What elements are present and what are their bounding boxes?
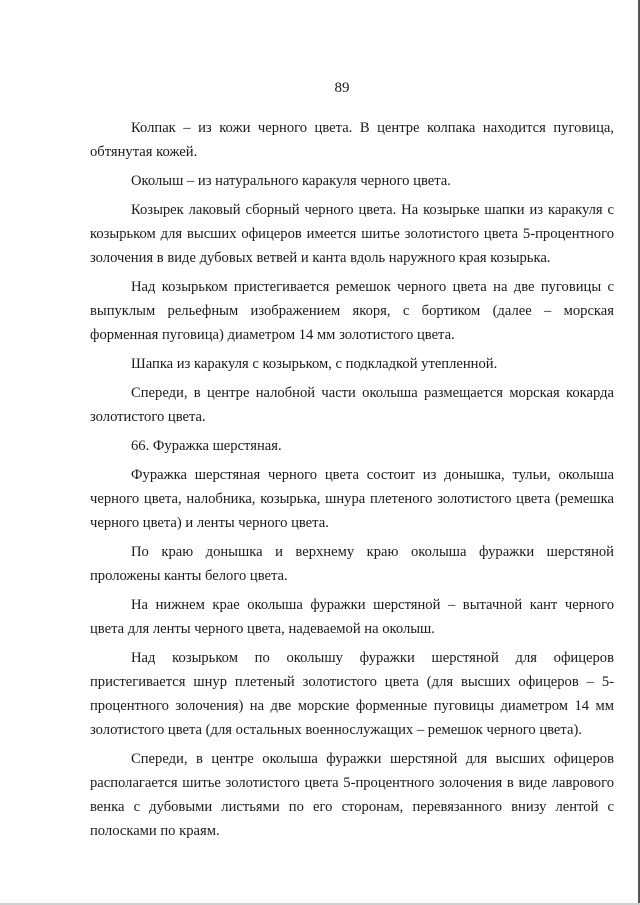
paragraph-kokarda: Спереди, в центре налобной части околыша размещается морская кокарда золотистого цвета.: [90, 385, 614, 425]
paragraph-remeshok: Над козырьком пристегивается ремешок черного цвета на две пуговицы с выпуклым рельефным изображением якоря, с бортиком (далее – морская форменная пуговица) диаметром 14 мм золотистого цвета.: [90, 279, 614, 343]
section-heading-66: 66. Фуражка шерстяная.: [131, 438, 282, 454]
paragraph-kanty: По краю донышка и верхнему краю околыша фуражки шерстяной проложены канты белого цвета.: [90, 544, 614, 584]
paragraph-furazhka: Фуражка шерстяная черного цвета состоит из донышка, тульи, околыша черного цвета, налобника, козырька, шнура плетеного золотистого цвета (ремешка черного цвета) и ленты черного цвета.: [90, 467, 614, 531]
paragraph-vytachnoy-kant: На нижнем крае околыша фуражки шерстяной – вытачной кант черного цвета для ленты черного цвета, надеваемой на околыш.: [90, 597, 614, 637]
paragraph-kolpak: Колпак – из кожи черного цвета. В центре колпака находится пуговица, обтянутая кожей.: [90, 120, 614, 160]
paragraph-kozyrek: Козырек лаковый сборный черного цвета. На козырьке шапки из каракуля с козырьком для высших офицеров имеется шитье золотистого цвета 5-процентного золочения в виде дубовых ветвей и канта вдоль наружного края козырька.: [90, 202, 614, 266]
document-body: [90, 116, 614, 848]
paragraph-shitye: Спереди, в центре околыша фуражки шерстяной для высших офицеров располагается шитье золотистого цвета 5-процентного золочения в виде лаврового венка с дубовыми листьями по его сторонам, перевязанного внизу лентой с полосками по краям.: [90, 751, 614, 839]
paragraph-okolysh: Околыш – из натурального каракуля черного цвета.: [131, 173, 451, 189]
paragraph-shnur: Над козырьком по околышу фуражки шерстяной для офицеров пристегивается шнур плетеный золотистого цвета (для высших офицеров – 5-процентного золочения) на две морские форменные пуговицы диаметром 14 мм золотистого цвета (для остальных военнослужащих – ремешок черного цвета).: [90, 650, 614, 738]
paragraph-shapka: Шапка из каракуля с козырьком, с подкладкой утепленной.: [131, 356, 498, 372]
page-number: 89: [334, 80, 350, 96]
